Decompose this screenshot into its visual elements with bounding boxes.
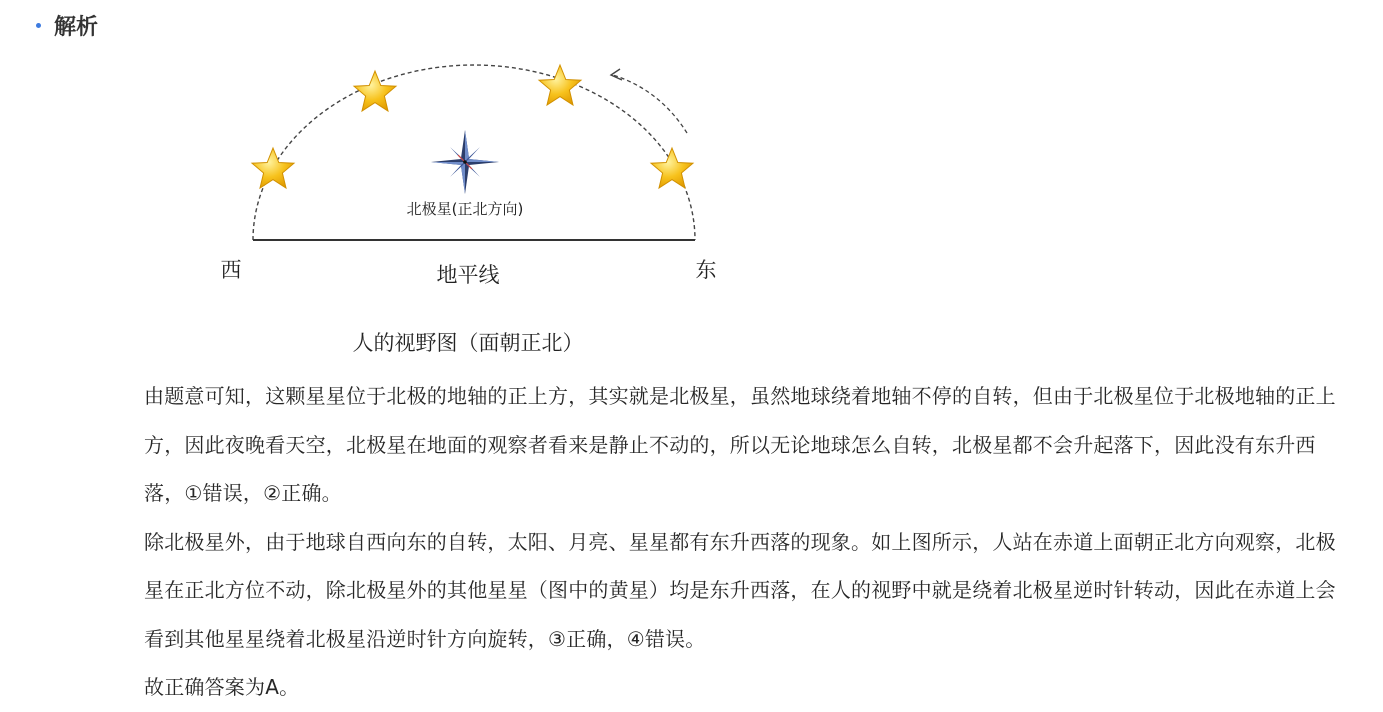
diagram-svg: [200, 55, 760, 365]
explanation-text: [144, 372, 1349, 712]
bullet-dot: [36, 23, 41, 28]
star-icon: [539, 65, 581, 105]
sky-view-diagram: [200, 55, 760, 365]
star-icon: [651, 148, 693, 188]
rotation-arrow-head: [611, 69, 622, 80]
paragraph: 由题意可知，这颗星星位于北极的地轴的正上方，其实就是北极星，虽然地球绕着地轴不停的自转，但由于北极星位于北极地轴的正上方，因此夜晚看天空，北极星在地面的观察者看来是静止不动的，所以无论地球怎么自转，北极星都不会升起落下，因此没有东升西落，①错误，②正确。: [144, 384, 1336, 505]
star-icon: [252, 148, 294, 188]
paragraph: 除北极星外，由于地球自西向东的自转，太阳、月亮、星星都有东升西落的现象。如上图所示，人站在赤道上面朝正北方向观察，北极星在正北方位不动，除北极星外的其他星星（图中的黄星）均是东升西落，在人的视野中就是绕着北极星逆时针转动，因此在赤道上会看到其他星星绕着北极星沿逆时针方向旋转，③正确，④错误。: [144, 529, 1336, 651]
rotation-arrow: [613, 75, 687, 133]
west-label: 西: [220, 258, 242, 282]
east-label: 东: [695, 258, 717, 282]
star-icon: [354, 71, 396, 111]
compass-star-icon: [431, 130, 499, 194]
section-header: [36, 8, 98, 42]
diagram-caption: 人的视野图（面朝正北）: [352, 331, 584, 355]
section-title: 解析: [54, 14, 99, 40]
pole-star-label: 北极星(正北方向): [406, 200, 524, 218]
answer-paragraph: 故正确答案为A。: [144, 675, 300, 699]
horizon-label: 地平线: [436, 263, 500, 287]
